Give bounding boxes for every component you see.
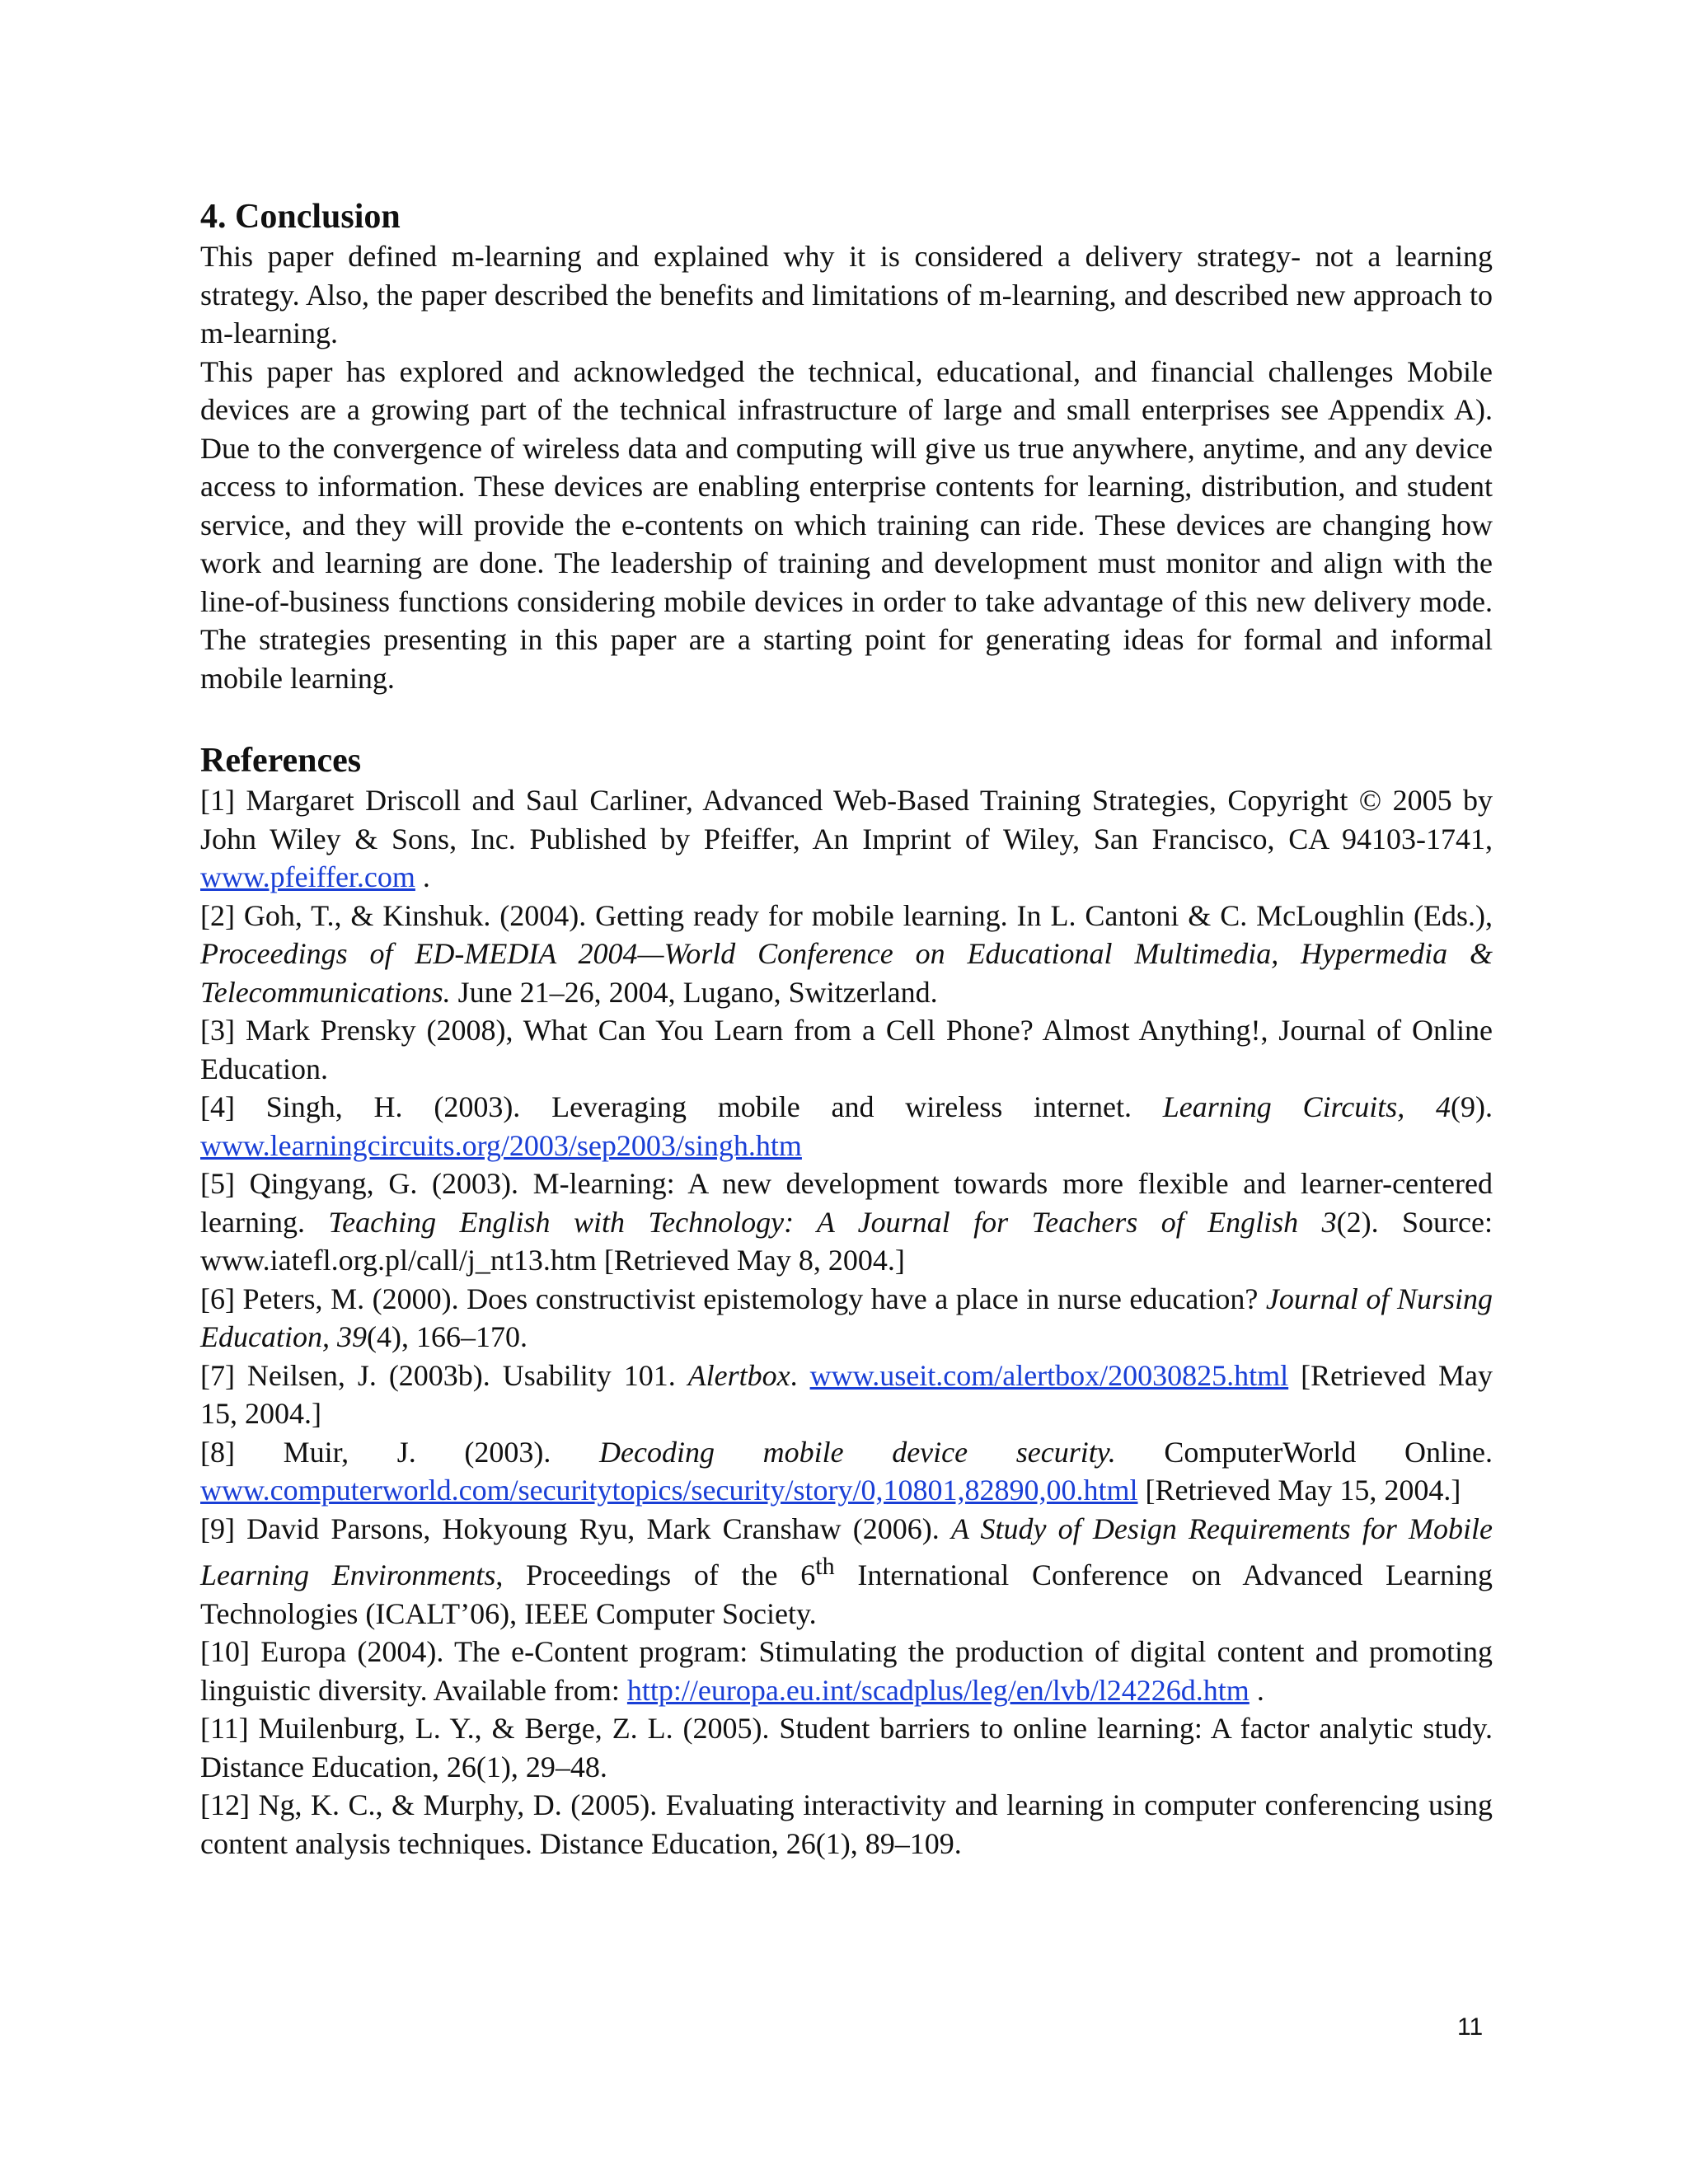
document-page: [200, 196, 1493, 1863]
reference-link[interactable]: www.computerworld.com/securitytopics/security/story/0,10801,82890,00.html: [200, 1474, 1138, 1507]
reference-title: A Study of Design Requirements for Mobile Learning Environments: [200, 1511, 1493, 1591]
reference-link[interactable]: www.useit.com/alertbox/20030825.html: [809, 1358, 1289, 1392]
reference-text: [6] Peters, M. (2000). Does constructivist epistemology have a place in nurse education?: [200, 1282, 1266, 1315]
reference-text: [12] Ng, K. C., & Murphy, D. (2005). Evaluating interactivity and learning in computer conferencing using content analysis techniques. Distance Education, 26(1), 89–109.: [200, 1788, 1493, 1860]
reference-text: [8] Muir, J. (2003).: [200, 1435, 600, 1469]
reference-title: Decoding mobile device security.: [599, 1435, 1116, 1469]
superscript: th: [815, 1553, 835, 1580]
conclusion-paragraph-2: This paper has explored and acknowledged the technical, educational, and financial challenges Mobile devices are a growing part of the technical infrastructure of large and small enterprises see Appendix A). Due to the convergence of wireless data and computing will give us true anywhere, anytime, and any device access to information. These devices are enabling enterprise contents for learning, distribution, and student service, and they will provide the e-contents on which training can ride. These devices are changing how work and learning are done. The leadership of training and development must monitor and align with the line-of-business functions considering mobile devices in order to take advantage of this new delivery mode. The strategies presenting in this paper are a starting point for generating ideas for formal and informal mobile learning.: [200, 354, 1493, 695]
reference-text: ComputerWorld Online.: [1115, 1435, 1493, 1469]
reference-text: [1] Margaret Driscoll and Saul Carliner, Advanced Web-Based Training Strategies, Copyright © 2005 by John Wiley & Sons, Inc. Published by Pfeiffer, An Imprint of Wiley, San Francisco, CA 94103-1741,: [200, 784, 1493, 855]
reference-text: (2). Source: www.iatefl.org.pl/call/j_nt13.htm [Retrieved May 8, 2004.]: [200, 1205, 1493, 1277]
reference-text: [7] Neilsen, J. (2003b). Usability 101.: [200, 1358, 688, 1392]
reference-title: Proceedings of ED-MEDIA 2004—World Conference on Educational Multimedia, Hypermedia & Telecommunications.: [200, 937, 1493, 1009]
reference-text: [Retrieved May 15, 2004.]: [200, 1358, 1493, 1430]
reference-title: Teaching English with Technology: A Journal for Teachers of English 3: [328, 1205, 1337, 1239]
reference-item-5: [200, 1165, 1493, 1280]
reference-item-12: [200, 1786, 1493, 1863]
reference-title: Learning Circuits, 4: [1162, 1090, 1451, 1123]
reference-item-10: [200, 1633, 1493, 1709]
reference-text: (9).: [1451, 1090, 1493, 1123]
reference-title: Alertbox: [687, 1358, 790, 1392]
reference-text: .: [415, 860, 430, 893]
reference-link[interactable]: www.learningcircuits.org/2003/sep2003/singh.htm: [200, 1128, 802, 1162]
reference-text: [Retrieved May 15, 2004.]: [1137, 1474, 1461, 1507]
reference-item-6: [200, 1280, 1493, 1357]
reference-item-4: [200, 1088, 1493, 1165]
reference-text: [3] Mark Prensky (2008), What Can You Learn from a Cell Phone? Almost Anything!, Journal of Online Education.: [200, 1014, 1493, 1085]
reference-item-8: [200, 1433, 1493, 1510]
conclusion-paragraph-1: This paper defined m-learning and explained why it is considered a delivery strategy- not a learning strategy. Also, the paper described the benefits and limitations of m-learning, and described new approach to m-learning.: [200, 240, 1493, 349]
reference-item-1: [200, 781, 1493, 897]
reference-item-3: [200, 1011, 1493, 1088]
reference-link[interactable]: http://europa.eu.int/scadplus/leg/en/lvb/l24226d.htm: [626, 1673, 1250, 1707]
reference-text: International Conference on Advanced Learning Technologies (ICALT’06), IEEE Computer Society.: [200, 1558, 1493, 1630]
conclusion-heading: 4. Conclusion: [200, 198, 401, 236]
reference-text: [10] Europa (2004). The e-Content program: Stimulating the production of digital content and promoting linguistic diversity. Available from:: [200, 1635, 1493, 1707]
reference-text: [2] Goh, T., & Kinshuk. (2004). Getting ready for mobile learning. In L. Cantoni & C. McLoughlin (Eds.),: [200, 898, 1493, 932]
reference-item-7: [200, 1357, 1493, 1433]
reference-item-9: [200, 1510, 1493, 1633]
reference-text: (4), 166–170.: [366, 1320, 528, 1353]
reference-text: [5] Qingyang, G. (2003). M-learning: A new development towards more flexible and learner-centered learning.: [200, 1167, 1493, 1239]
reference-text: .: [1249, 1673, 1264, 1707]
reference-text: .: [790, 1358, 810, 1392]
reference-text: June 21–26, 2004, Lugano, Switzerland.: [450, 975, 938, 1009]
reference-text: , Proceedings of the 6: [495, 1558, 816, 1591]
reference-item-2: [200, 897, 1493, 1012]
reference-title: Journal of Nursing Education, 39: [200, 1282, 1493, 1353]
reference-link[interactable]: www.pfeiffer.com: [200, 860, 415, 893]
reference-text: [9] David Parsons, Hokyoung Ryu, Mark Cranshaw (2006).: [200, 1511, 951, 1545]
reference-item-11: [200, 1709, 1493, 1786]
reference-text: [4] Singh, H. (2003). Leveraging mobile and wireless internet.: [200, 1090, 1163, 1123]
page-number: 11: [1457, 2013, 1484, 2041]
references-section: [200, 740, 1493, 1863]
references-heading: References: [200, 742, 362, 780]
reference-text: [11] Muilenburg, L. Y., & Berge, Z. L. (2005). Student barriers to online learning: A factor analytic study. Distance Education, 26(1), 29–48.: [200, 1712, 1493, 1783]
